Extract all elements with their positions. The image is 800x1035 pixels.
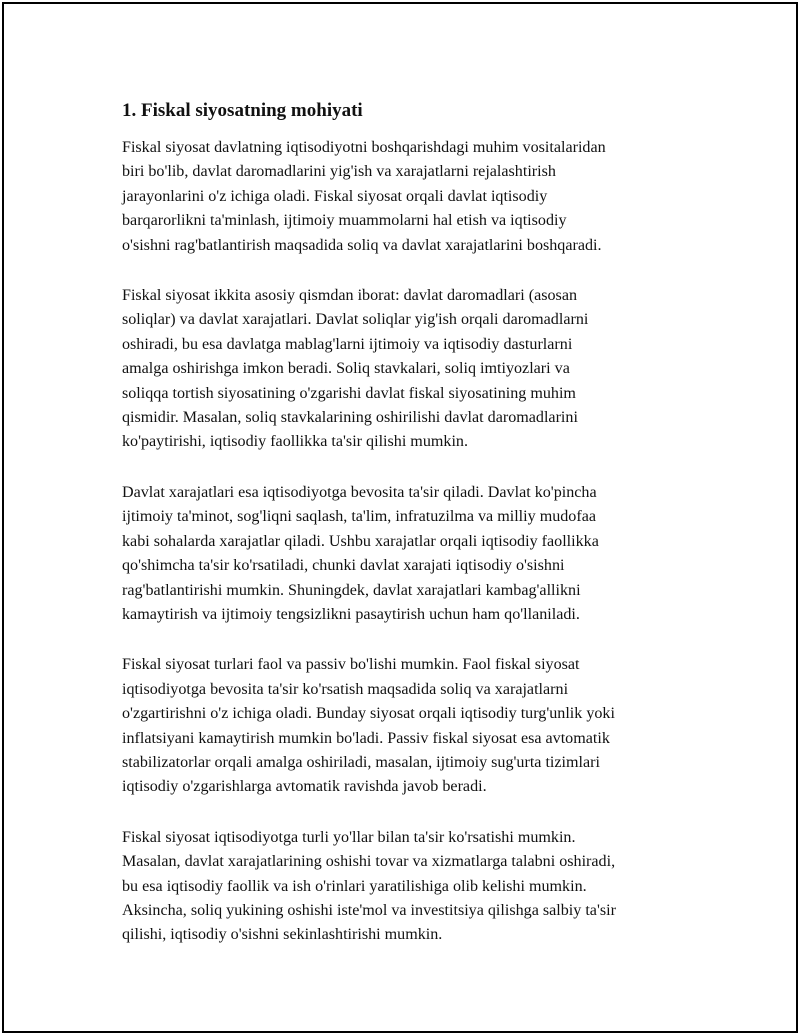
paragraph-4	[122, 653, 702, 799]
text-line: jarayonlarini o'z ichiga oladi. Fiskal siyosat orqali davlat iqtisodiy	[122, 187, 548, 205]
text-line: Masalan, davlat xarajatlarining oshishi tovar va xizmatlarga talabni oshiradi,	[122, 853, 616, 871]
text-line: o'zgartirishni o'z ichiga oladi. Bunday siyosat orqali iqtisodiy turg'unlik yoki	[122, 705, 615, 723]
text-line: iqtisodiyotga bevosita ta'sir ko'rsatish maqsadida soliq va xarajatlarni	[122, 680, 569, 698]
text-line: ko'paytirishi, iqtisodiy faollikka ta'sir qilishi mumkin.	[122, 433, 468, 451]
text-line: iqtisodiy o'zgarishlarga avtomatik ravishda javob beradi.	[122, 778, 487, 796]
text-line: oshiradi, bu esa davlatga mablag'larni ijtimoiy va iqtisodiy dasturlarni	[122, 335, 573, 353]
section-heading: 1. Fiskal siyosatning mohiyati	[122, 100, 363, 121]
text-line: barqarorlikni ta'minlash, ijtimoiy muammolarni hal etish va iqtisodiy	[122, 212, 567, 230]
text-line: bu esa iqtisodiy faollik va ish o'rinlari yaratilishiga olib kelishi mumkin.	[122, 877, 587, 895]
text-line: Fiskal siyosat ikkita asosiy qismdan iborat: davlat daromadlari (asosan	[122, 287, 578, 305]
text-line: qismidir. Masalan, soliq stavkalarining oshirilishi davlat daromadlarini	[122, 409, 578, 427]
text-line: ijtimoiy ta'minot, sog'liqni saqlash, ta'lim, infratuzilma va milliy mudofaa	[122, 508, 597, 526]
paragraph-1	[122, 136, 702, 258]
text-line: Fiskal siyosat turlari faol va passiv bo'lishi mumkin. Faol fiskal siyosat	[122, 656, 580, 674]
paragraph-2	[122, 284, 702, 455]
text-line: soliqqa tortish siyosatining o'zgarishi davlat fiskal siyosatining muhim	[122, 384, 576, 402]
page-frame	[2, 2, 798, 1033]
text-line: Aksincha, soliq yukining oshishi iste'mol va investitsiya qilishga salbiy ta'sir	[122, 901, 616, 919]
text-line: qilishi, iqtisodiy o'sishni sekinlashtirishi mumkin.	[122, 926, 443, 944]
text-line: amalga oshirishga imkon beradi. Soliq stavkalari, soliq imtiyozlari va	[122, 360, 570, 378]
text-line: rag'batlantirishi mumkin. Shuningdek, davlat xarajatlari kambag'allikni	[122, 581, 581, 599]
paragraph-3	[122, 481, 702, 627]
text-line: inflatsiyani kamaytirish mumkin bo'ladi. Passiv fiskal siyosat esa avtomatik	[122, 729, 610, 747]
text-line: qo'shimcha ta'sir ko'rsatiladi, chunki davlat xarajati iqtisodiy o'sishni	[122, 557, 565, 575]
text-line: Davlat xarajatlari esa iqtisodiyotga bevosita ta'sir qiladi. Davlat ko'pincha	[122, 483, 597, 501]
text-line: soliqlar) va davlat xarajatlari. Davlat soliqlar yig'ish orqali daromadlarni	[122, 311, 589, 329]
text-line: Fiskal siyosat davlatning iqtisodiyotni boshqarishdagi muhim vositalaridan	[122, 139, 606, 156]
text-line: kamaytirish va ijtimoiy tengsizlikni pasaytirish uchun ham qo'llaniladi.	[122, 605, 580, 623]
text-line: o'sishni rag'batlantirish maqsadida soliq va davlat xarajatlarini boshqaradi.	[122, 236, 602, 254]
text-line: stabilizatorlar orqali amalga oshiriladi, masalan, ijtimoiy sug'urta tizimlari	[122, 753, 600, 771]
paragraph-5	[122, 826, 702, 948]
text-line: Fiskal siyosat iqtisodiyotga turli yo'llar bilan ta'sir ko'rsatishi mumkin.	[122, 828, 576, 846]
text-line: kabi sohalarda xarajatlar qiladi. Ushbu xarajatlar orqali iqtisodiy faollikka	[122, 532, 599, 550]
document-body	[122, 98, 702, 974]
text-line: biri bo'lib, davlat daromadlarini yig'ish va xarajatlarni rejalashtirish	[122, 163, 556, 181]
